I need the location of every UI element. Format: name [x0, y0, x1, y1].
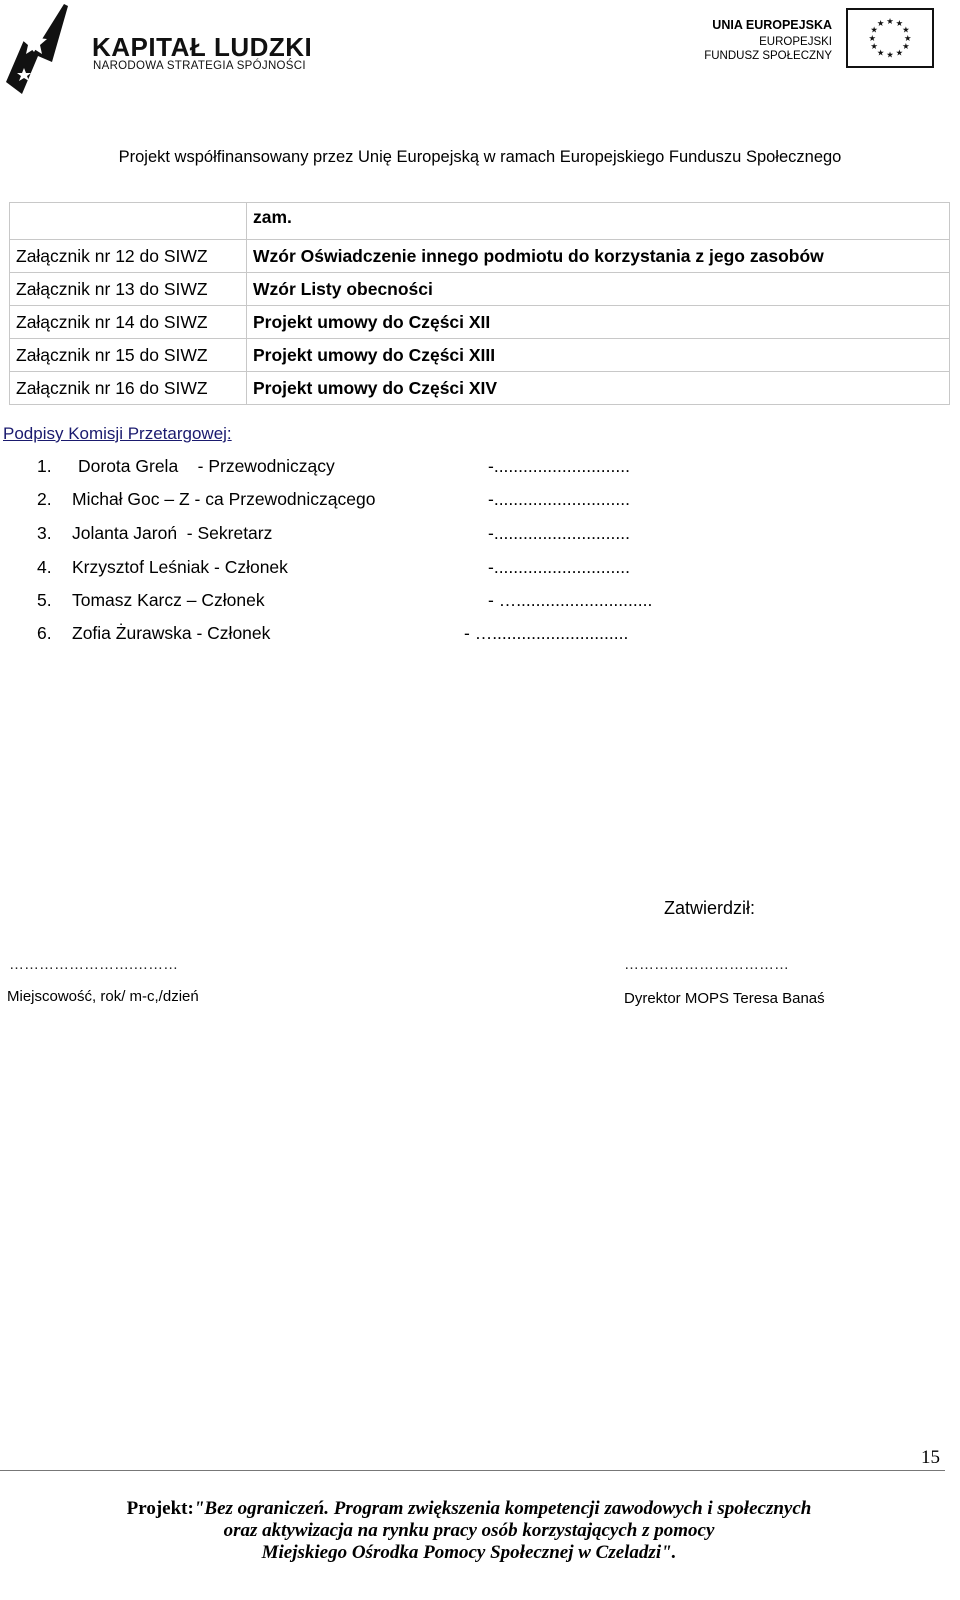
- footer-line-3: Miejskiego Ośrodka Pomocy Społecznej w Czeladzi".: [261, 1542, 677, 1563]
- annex-title-cell: Wzór Listy obecności: [247, 273, 950, 306]
- table-row: [10, 339, 950, 372]
- signature-dots: -............................: [488, 456, 630, 476]
- annex-cell: Załącznik nr 16 do SIWZ: [10, 372, 247, 405]
- commission-title: Podpisy Komisji Przetargowej:: [3, 424, 232, 443]
- footer-line-2: oraz aktywizacja na rynku pracy osób korzystających z pomocy: [223, 1520, 715, 1541]
- svg-text:★: ★: [870, 41, 878, 52]
- table-row: [10, 273, 950, 306]
- cofinancing-statement: Projekt współfinansowany przez Unię Europejską w ramach Europejskiego Funduszu Społecznego: [118, 148, 842, 166]
- svg-text:★: ★: [870, 24, 878, 35]
- place-date-label: Miejscowość, rok/ m-c,/dzień: [7, 988, 199, 1005]
- eu-logo-line-3: FUNDUSZ SPOŁECZNY: [704, 50, 832, 62]
- member-name: Jolanta Jaroń - Sekretarz: [72, 523, 273, 543]
- member-name: Tomasz Karcz – Członek: [72, 590, 265, 610]
- table-row: [10, 372, 950, 405]
- kapital-ludzki-mark-icon: [4, 2, 70, 94]
- svg-text:★: ★: [876, 47, 885, 58]
- annex-title-cell: zam.: [247, 203, 950, 240]
- project-footer: [0, 1498, 938, 1564]
- signature-dots: - …............................: [488, 590, 653, 610]
- member-number: 6.: [37, 623, 52, 643]
- svg-text:★: ★: [895, 47, 904, 58]
- annex-cell: Załącznik nr 13 do SIWZ: [10, 273, 247, 306]
- svg-text:★: ★: [903, 32, 912, 43]
- annex-title-cell: Projekt umowy do Części XIII: [247, 339, 950, 372]
- footer-project-name: "Bez ograniczeń. Program zwiększenia kompetencji zawodowych i społecznych: [193, 1498, 812, 1519]
- svg-text:★: ★: [902, 41, 910, 52]
- svg-text:★: ★: [886, 16, 894, 26]
- svg-text:★: ★: [876, 17, 885, 28]
- footer-divider: [0, 1470, 945, 1471]
- eu-flag-icon: [846, 8, 934, 68]
- annex-title-cell: Projekt umowy do Części XIV: [247, 372, 950, 405]
- annex-cell: Załącznik nr 12 do SIWZ: [10, 240, 247, 273]
- annex-table: [9, 202, 950, 405]
- eu-logo-line-2: EUROPEJSKI: [759, 36, 832, 48]
- kapital-ludzki-logo: [4, 2, 313, 94]
- svg-text:★: ★: [886, 49, 894, 60]
- table-row: [10, 240, 950, 273]
- member-number: 3.: [37, 523, 52, 543]
- svg-text:★: ★: [902, 24, 910, 35]
- kapital-ludzki-title: KAPITAŁ LUDZKI: [92, 32, 313, 62]
- member-number: 4.: [37, 557, 52, 577]
- member-name: Dorota Grela - Przewodniczący: [78, 456, 335, 476]
- annex-cell: [10, 203, 247, 240]
- member-name: Michał Goc – Z - ca Przewodniczącego: [72, 489, 376, 509]
- table-row: [10, 306, 950, 339]
- approved-label: Zatwierdził:: [664, 898, 756, 918]
- eu-efs-logo: [704, 8, 934, 70]
- director-label: Dyrektor MOPS Teresa Banaś: [624, 990, 825, 1007]
- member-name: Zofia Żurawska - Członek: [72, 623, 271, 643]
- table-row: [10, 203, 950, 240]
- signature-dots: -............................: [488, 489, 630, 509]
- annex-title-cell: Wzór Oświadczenie innego podmiotu do korzystania z jego zasobów: [247, 240, 950, 273]
- signature-dots: -............................: [488, 523, 630, 543]
- eu-logo-line-1: UNIA EUROPEJSKA: [712, 18, 832, 32]
- member-name: Krzysztof Leśniak - Członek: [72, 557, 288, 577]
- member-number: 2.: [37, 489, 52, 509]
- signature-dots: - …............................: [464, 623, 629, 643]
- footer-lead: Projekt:: [126, 1498, 194, 1519]
- director-signature-line: ……………………………: [624, 956, 789, 973]
- svg-text:★: ★: [895, 17, 904, 28]
- annex-cell: Załącznik nr 14 do SIWZ: [10, 306, 247, 339]
- page-number: 15: [921, 1447, 940, 1468]
- footer-line-1: [0, 1498, 938, 1520]
- annex-title-cell: Projekt umowy do Części XII: [247, 306, 950, 339]
- member-number: 5.: [37, 590, 52, 610]
- place-date-signature-line: …………………….………: [9, 956, 179, 973]
- kapital-ludzki-subtitle: NARODOWA STRATEGIA SPÓJNOŚCI: [93, 60, 306, 72]
- svg-text:★: ★: [868, 32, 877, 43]
- annex-cell: Załącznik nr 15 do SIWZ: [10, 339, 247, 372]
- signature-dots: -............................: [488, 557, 630, 577]
- member-number: 1.: [37, 456, 52, 476]
